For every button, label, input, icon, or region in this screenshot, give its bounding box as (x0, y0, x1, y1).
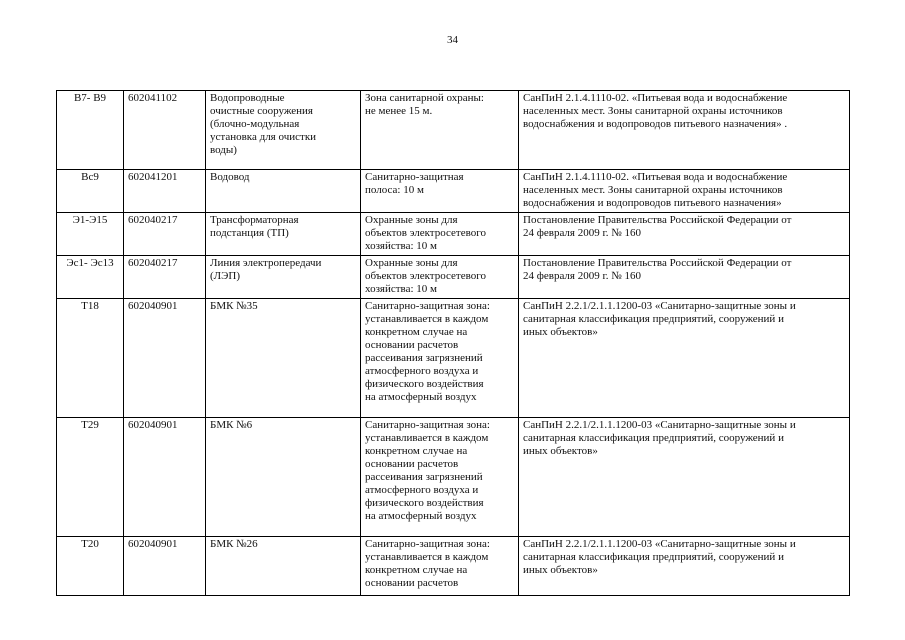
regulation-cell: Постановление Правительства Российской Федерации от 24 февраля 2009 г. № 160 (519, 256, 850, 299)
table-row (57, 299, 850, 418)
table-row (57, 91, 850, 170)
code-cell: 602040901 (124, 537, 206, 596)
table-row (57, 256, 850, 299)
object-cell: БМК №26 (206, 537, 361, 596)
zone-cell: Санитарно-защитная полоса: 10 м (361, 170, 519, 213)
object-cell: Водовод (206, 170, 361, 213)
designation-cell: В7- В9 (57, 91, 124, 170)
code-cell: 602041102 (124, 91, 206, 170)
object-cell: БМК №6 (206, 418, 361, 537)
zone-cell: Санитарно-защитная зона: устанавливается в каждом конкретном случае на основании расчетов рассеивания загрязнений атмосферного воздуха и физического воздействия на атмосферный воздух (361, 299, 519, 418)
code-cell: 602040217 (124, 213, 206, 256)
designation-cell: Т29 (57, 418, 124, 537)
object-cell: БМК №35 (206, 299, 361, 418)
regulation-cell: СанПиН 2.1.4.1110-02. «Питьевая вода и водоснабжение населенных мест. Зоны санитарной охраны источников водоснабжения и водопроводов питьевого назначения» . (519, 91, 850, 170)
table-row (57, 170, 850, 213)
code-cell: 602040901 (124, 299, 206, 418)
zones-table (56, 90, 850, 596)
regulation-cell: СанПиН 2.2.1/2.1.1.1200-03 «Санитарно-защитные зоны и санитарная классификация предприятий, сооружений и иных объектов» (519, 418, 850, 537)
designation-cell: Э1-Э15 (57, 213, 124, 256)
zone-cell: Санитарно-защитная зона: устанавливается в каждом конкретном случае на основании расчетов рассеивания загрязнений атмосферного воздуха и физического воздействия на атмосферный воздух (361, 418, 519, 537)
code-cell: 602041201 (124, 170, 206, 213)
object-cell: Трансформаторная подстанция (ТП) (206, 213, 361, 256)
object-cell: Водопроводные очистные сооружения (блочно-модульная установка для очистки воды) (206, 91, 361, 170)
object-cell: Линия электропередачи (ЛЭП) (206, 256, 361, 299)
zone-cell: Охранные зоны для объектов электросетевого хозяйства: 10 м (361, 256, 519, 299)
code-cell: 602040217 (124, 256, 206, 299)
table-row (57, 213, 850, 256)
table-row (57, 537, 850, 596)
designation-cell: Эс1- Эс13 (57, 256, 124, 299)
regulation-cell: Постановление Правительства Российской Федерации от 24 февраля 2009 г. № 160 (519, 213, 850, 256)
zone-cell: Зона санитарной охраны: не менее 15 м. (361, 91, 519, 170)
designation-cell: Вс9 (57, 170, 124, 213)
zone-cell: Охранные зоны для объектов электросетевого хозяйства: 10 м (361, 213, 519, 256)
regulation-cell: СанПиН 2.1.4.1110-02. «Питьевая вода и водоснабжение населенных мест. Зоны санитарной охраны источников водоснабжения и водопроводов питьевого назначения» (519, 170, 850, 213)
page-number: 34 (447, 34, 458, 46)
regulation-cell: СанПиН 2.2.1/2.1.1.1200-03 «Санитарно-защитные зоны и санитарная классификация предприятий, сооружений и иных объектов» (519, 537, 850, 596)
zone-cell: Санитарно-защитная зона: устанавливается в каждом конкретном случае на основании расчетов (361, 537, 519, 596)
code-cell: 602040901 (124, 418, 206, 537)
regulation-cell: СанПиН 2.2.1/2.1.1.1200-03 «Санитарно-защитные зоны и санитарная классификация предприятий, сооружений и иных объектов» (519, 299, 850, 418)
designation-cell: Т18 (57, 299, 124, 418)
designation-cell: Т20 (57, 537, 124, 596)
table-row (57, 418, 850, 537)
